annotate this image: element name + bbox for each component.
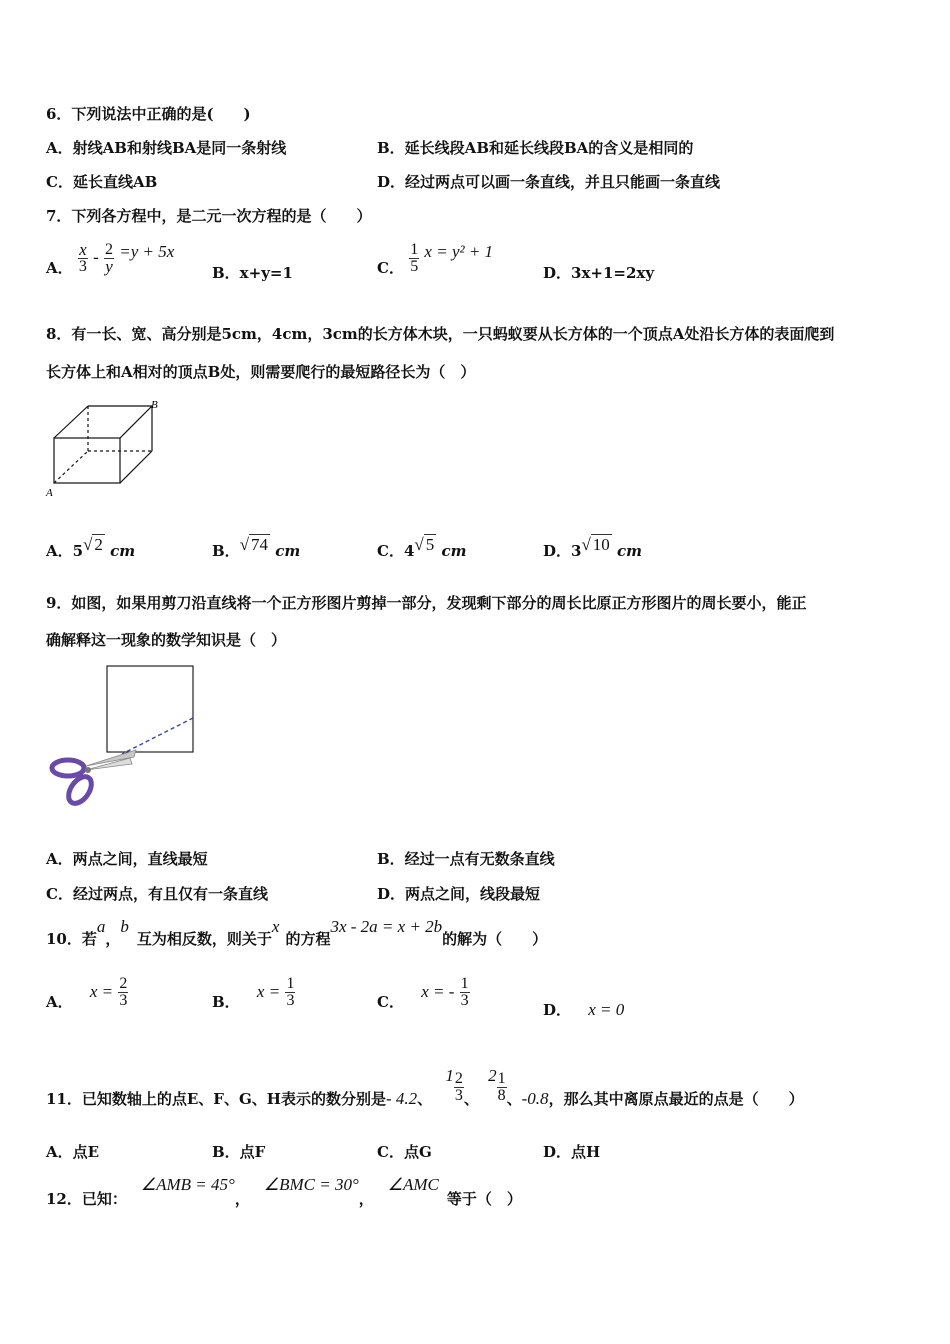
- cuboid-figure: [42, 398, 167, 498]
- q11-option-a: A．点E: [46, 1143, 100, 1161]
- q8-option-b: B．√ 74 cm: [212, 535, 301, 560]
- q7-option-a: A． $\frac{x}{3}$ - $\frac{2}{y}$ =y + 5x: [46, 240, 175, 277]
- q9-stem-line2: 确解释这一现象的数学知识是（ ）: [46, 631, 287, 649]
- scissors-square-figure: [46, 662, 206, 812]
- q6-option-c: C．延长直线AB: [46, 173, 158, 191]
- q9-option-c: C．经过两点，有且仅有一条直线: [46, 885, 268, 903]
- q7-option-b: B．x+y=1: [212, 264, 293, 282]
- q9-option-b: B．经过一点有无数条直线: [377, 850, 555, 868]
- q7-c-frac: $\frac{1}{5}$: [410, 241, 419, 275]
- q8-option-a: A．5√ 2 cm: [46, 535, 136, 560]
- scissors-icon: [52, 750, 136, 807]
- q7-a-frac2: $\frac{2}{y}$: [105, 241, 114, 276]
- q11-option-c: C．点G: [377, 1143, 432, 1161]
- q6-option-b: B．延长线段AB和延长线段BA的含义是相同的: [377, 139, 694, 157]
- q11-option-b: B．点F: [212, 1143, 266, 1161]
- q11-stem: 11．已知数轴上的点E、F、G、H表示的数分别是- 4.2、 1 $\frac{2}{3}$ 、 2 $\frac{1}{8}$ 、-0.8，那么其中离原点最近的点是（ ）: [46, 1065, 804, 1108]
- q9-stem-line1: 9．如图，如果用剪刀沿直线将一个正方形图片剪掉一部分，发现剩下部分的周长比原正方形图片的周长要小，能正: [46, 594, 807, 612]
- q11-option-d: D．点H: [543, 1143, 601, 1161]
- q6-option-a: A．射线AB和射线BA是同一条射线: [46, 139, 287, 157]
- q10-option-b: B． x = $\frac{1}{3}$: [212, 975, 295, 1011]
- q8-stem-line1: 8．有一长、宽、高分别是5cm，4cm，3cm的长方体木块，一只蚂蚁要从长方体的一个顶点A处沿长方体的表面爬到: [46, 325, 835, 343]
- q12-stem: 12．已知：∠AMB = 45°，∠BMC = 30°，∠AMC等于（ ）: [46, 1175, 522, 1208]
- q8-stem-line2: 长方体上和A相对的顶点B处，则需要爬行的最短路径长为（ ）: [46, 363, 476, 381]
- q7-option-d: D．3x+1=2xy: [543, 264, 655, 282]
- q9-option-d: D．两点之间，线段最短: [377, 885, 541, 903]
- q10-option-a: A． x = $\frac{2}{3}$: [46, 975, 128, 1011]
- vertex-b-label: B: [151, 399, 158, 411]
- q10-option-c: C． x = - $\frac{1}{3}$: [377, 975, 469, 1011]
- q9-option-a: A．两点之间，直线最短: [46, 850, 208, 868]
- q8-option-d: D．3√ 10 cm: [543, 535, 643, 560]
- q10-option-d: D． x = 0: [543, 1000, 625, 1019]
- q10-stem: 10．若a，b互为相反数，则关于x的方程3x - 2a = x + 2b的解为（ ）: [46, 917, 548, 948]
- vertex-a-label: A: [46, 487, 53, 498]
- q7-a-frac1: $\frac{x}{3}$: [78, 240, 87, 275]
- q7-option-c: C． $\frac{1}{5}$ x = y² + 1: [377, 241, 494, 277]
- q6-stem: 6．下列说法中正确的是( ): [46, 105, 251, 123]
- q6-option-d: D．经过两点可以画一条直线，并且只能画一条直线: [377, 173, 721, 191]
- q7-stem: 7．下列各方程中，是二元一次方程的是（ ）: [46, 207, 372, 225]
- q8-option-c: C．4√ 5 cm: [377, 535, 467, 560]
